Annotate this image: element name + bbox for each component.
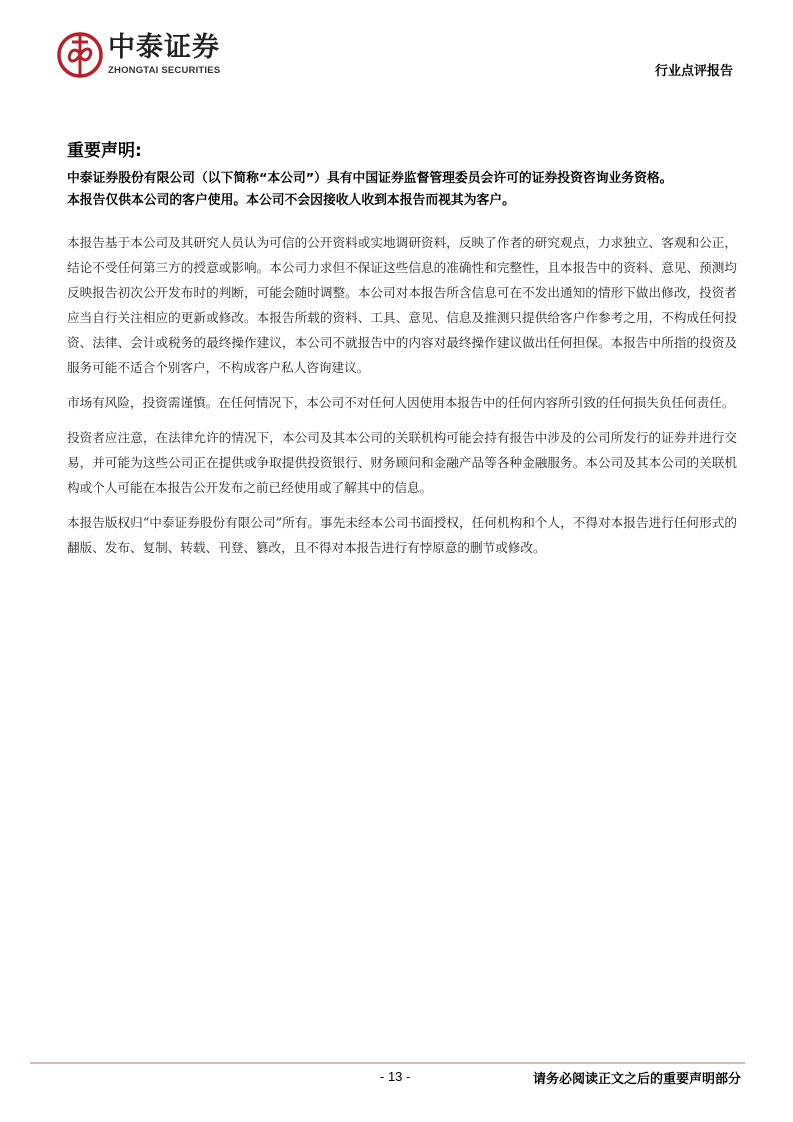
disclaimer-body <box>67 230 737 570</box>
zhongtai-logo-icon <box>56 31 104 79</box>
paragraph-conflict: 投资者应注意，在法律允许的情况下，本公司及其本公司的关联机构可能会持有报告中涉及的公司所发行的证券并进行交易，并可能为这些公司正在提供或争取提供投资银行、财务顾问和金融产品等各种金融服务。本公司及其本公司的关联机构或个人可能在本报告公开发布之前已经使用或了解其中的信息。 <box>67 430 737 495</box>
disclaimer-title: 重要声明: <box>67 141 142 161</box>
qualification-line: 中泰证券股份有限公司（以下简称“本公司”）具有中国证券监督管理委员会许可的证券投资咨询业务资格。 <box>67 171 673 186</box>
report-type: 行业点评报告 <box>654 64 733 79</box>
qualification-statement <box>67 168 757 212</box>
brand-name-en: ZHONGTAI SECURITIES <box>108 65 221 76</box>
brand-name-cn: 中泰证券 <box>108 32 220 63</box>
client-line: 本报告仅供本公司的客户使用。本公司不会因接收人收到本报告而视其为客户。 <box>67 193 515 208</box>
footer-note: 请务必阅读正文之后的重要声明部分 <box>532 1072 741 1087</box>
footer-divider <box>30 1062 745 1064</box>
paragraph-copyright: 本报告版权归“中泰证券股份有限公司”所有。事先未经本公司书面授权，任何机构和个人，不得对本报告进行任何形式的翻版、发布、复制、转载、刊登、篡改，且不得对本报告进行有悖原意的删节或修改。 <box>67 515 737 555</box>
paragraph-basis: 本报告基于本公司及其研究人员认为可信的公开资料或实地调研资料，反映了作者的研究观点，力求独立、客观和公正，结论不受任何第三方的授意或影响。本公司力求但不保证这些信息的准确性和完整性，且本报告中的资料、意见、预测均反映报告初次公开发布时的判断，可能会随时调整。本公司对本报告所含信息可在不发出通知的情形下做出修改，投资者应当自行关注相应的更新或修改。本报告所载的资料、工具、意见、信息及推测只提供给客户作参考之用，不构成任何投资、法律、会计或税务的最终操作建议，本公司不就报告中的内容对最终操作建议做出任何担保。本报告中所指的投资及服务可能不适合个别客户，不构成客户私人咨询建议。 <box>67 235 737 375</box>
paragraph-risk: 市场有风险，投资需谨慎。在任何情况下，本公司不对任何人因使用本报告中的任何内容所引致的任何损失负任何责任。 <box>67 395 735 410</box>
page-number: - 13 - <box>380 1069 411 1084</box>
